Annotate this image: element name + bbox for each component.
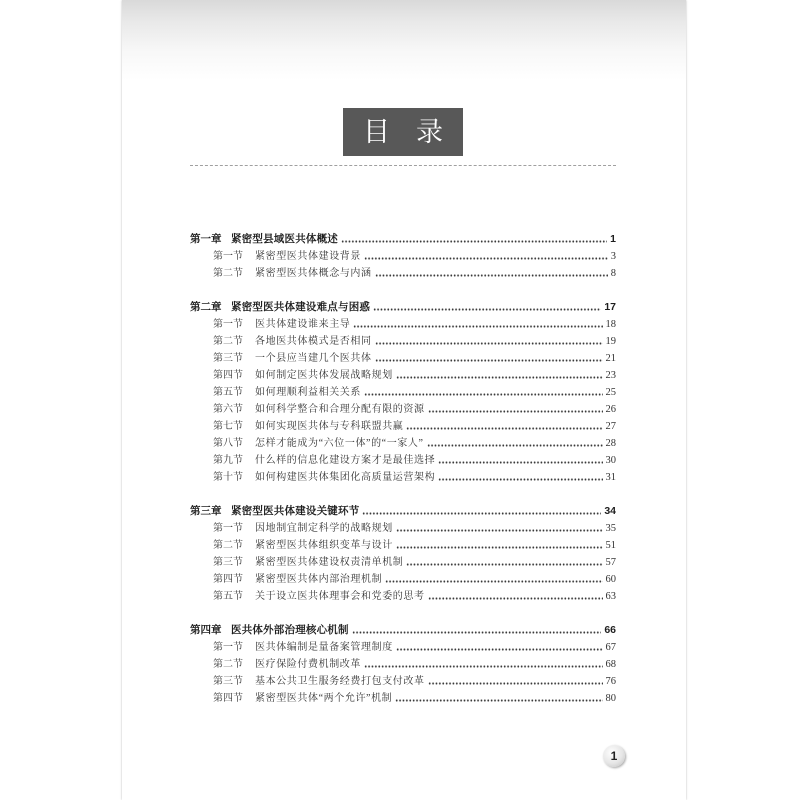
chapter-label: 第一章 bbox=[190, 233, 222, 245]
toc-section-row bbox=[190, 452, 616, 469]
section-label: 第二节 bbox=[213, 268, 243, 279]
toc-chapter-row bbox=[190, 299, 616, 316]
section-title: 紧密型医共体概念与内涵 bbox=[255, 268, 372, 279]
section-page-number: 51 bbox=[605, 540, 616, 551]
title-divider bbox=[190, 165, 616, 166]
section-label: 第四节 bbox=[213, 693, 243, 704]
section-page-number: 3 bbox=[610, 251, 616, 262]
section-label: 第三节 bbox=[213, 353, 243, 364]
leader-dots bbox=[375, 342, 603, 345]
section-title: 医疗保险付费机制改革 bbox=[255, 659, 361, 670]
section-page-number: 19 bbox=[605, 336, 616, 347]
section-label: 第二节 bbox=[213, 336, 243, 347]
leader-dots bbox=[396, 546, 603, 549]
section-label: 第五节 bbox=[213, 387, 243, 398]
leader-dots bbox=[395, 699, 602, 702]
leader-dots bbox=[364, 393, 603, 396]
section-title: 基本公共卫生服务经费打包支付改革 bbox=[255, 676, 425, 687]
section-page-number: 67 bbox=[605, 642, 616, 653]
section-page-number: 18 bbox=[605, 319, 616, 330]
section-page-number: 26 bbox=[605, 404, 616, 415]
section-title: 什么样的信息化建设方案才是最佳选择 bbox=[255, 455, 436, 466]
section-title: 一个县应当建几个医共体 bbox=[255, 353, 372, 364]
chapter-page-number: 34 bbox=[604, 505, 616, 517]
section-title: 如何制定医共体发展战略规划 bbox=[255, 370, 393, 381]
chapter-label: 第二章 bbox=[190, 301, 222, 313]
chapter-group bbox=[190, 231, 616, 282]
leader-dots bbox=[364, 257, 608, 260]
section-title: 医共体编制是量备案管理制度 bbox=[255, 642, 393, 653]
leader-dots bbox=[373, 308, 601, 311]
section-page-number: 60 bbox=[605, 574, 616, 585]
section-page-number: 57 bbox=[605, 557, 616, 568]
chapter-group bbox=[190, 299, 616, 486]
toc-section-row bbox=[190, 367, 616, 384]
section-title: 紧密型医共体建设权责清单机制 bbox=[255, 557, 404, 568]
toc-section-row bbox=[190, 350, 616, 367]
toc-section-row bbox=[190, 401, 616, 418]
section-page-number: 68 bbox=[605, 659, 616, 670]
chapter-page-number: 17 bbox=[604, 301, 616, 313]
leader-dots bbox=[438, 461, 602, 464]
toc-section-row bbox=[190, 537, 616, 554]
leader-dots bbox=[396, 648, 603, 651]
page-number-badge: 1 bbox=[603, 745, 625, 767]
leader-dots bbox=[364, 665, 603, 668]
leader-dots bbox=[428, 597, 603, 600]
chapter-title: 紧密型县域医共体概述 bbox=[231, 233, 338, 245]
section-page-number: 76 bbox=[605, 676, 616, 687]
section-label: 第八节 bbox=[213, 438, 243, 449]
section-label: 第一节 bbox=[213, 319, 243, 330]
toc-section-row bbox=[190, 673, 616, 690]
toc-section-row bbox=[190, 333, 616, 350]
toc-section-row bbox=[190, 384, 616, 401]
section-page-number: 25 bbox=[605, 387, 616, 398]
chapter-page-number: 66 bbox=[604, 624, 616, 636]
section-label: 第一节 bbox=[213, 523, 243, 534]
toc-section-row bbox=[190, 435, 616, 452]
chapter-title: 医共体外部治理核心机制 bbox=[231, 624, 349, 636]
section-label: 第五节 bbox=[213, 591, 243, 602]
section-title: 关于设立医共体理事会和党委的思考 bbox=[255, 591, 425, 602]
book-page bbox=[122, 0, 686, 800]
leader-dots bbox=[396, 376, 603, 379]
toc-section-row bbox=[190, 554, 616, 571]
leader-dots bbox=[385, 580, 602, 583]
section-page-number: 63 bbox=[605, 591, 616, 602]
leader-dots bbox=[352, 631, 602, 634]
chapter-page-number: 1 bbox=[610, 233, 616, 245]
section-title: 如何构建医共体集团化高质量运营架构 bbox=[255, 472, 436, 483]
section-title: 紧密型医共体组织变革与设计 bbox=[255, 540, 393, 551]
toc-section-row bbox=[190, 639, 616, 656]
section-title: 医共体建设谁来主导 bbox=[255, 319, 351, 330]
section-page-number: 21 bbox=[605, 353, 616, 364]
section-title: 紧密型医共体建设背景 bbox=[255, 251, 361, 262]
toc-section-row bbox=[190, 418, 616, 435]
section-title: 各地医共体模式是否相同 bbox=[255, 336, 372, 347]
chapter-label: 第四章 bbox=[190, 624, 222, 636]
toc-title: 目录 bbox=[363, 117, 469, 147]
section-label: 第九节 bbox=[213, 455, 243, 466]
section-page-number: 31 bbox=[605, 472, 616, 483]
section-page-number: 80 bbox=[605, 693, 616, 704]
leader-dots bbox=[438, 478, 602, 481]
section-label: 第二节 bbox=[213, 659, 243, 670]
section-label: 第一节 bbox=[213, 251, 243, 262]
section-label: 第四节 bbox=[213, 574, 243, 585]
section-title: 怎样才能成为“六位一体”的“一家人” bbox=[255, 438, 424, 449]
section-title: 如何理顺利益相关关系 bbox=[255, 387, 361, 398]
section-page-number: 28 bbox=[605, 438, 616, 449]
toc-chapter-row bbox=[190, 231, 616, 248]
leader-dots bbox=[396, 529, 603, 532]
chapter-title: 紧密型医共体建设难点与困惑 bbox=[231, 301, 371, 313]
toc-chapter-row bbox=[190, 622, 616, 639]
leader-dots bbox=[428, 410, 603, 413]
table-of-contents bbox=[190, 231, 616, 724]
section-page-number: 23 bbox=[605, 370, 616, 381]
section-label: 第三节 bbox=[213, 676, 243, 687]
chapter-group bbox=[190, 503, 616, 605]
leader-dots bbox=[353, 325, 602, 328]
section-title: 紧密型医共体“两个允许”机制 bbox=[255, 693, 393, 704]
toc-section-row bbox=[190, 690, 616, 707]
leader-dots bbox=[406, 427, 602, 430]
leader-dots bbox=[427, 444, 603, 447]
leader-dots bbox=[341, 240, 607, 243]
toc-section-row bbox=[190, 316, 616, 333]
toc-section-row bbox=[190, 520, 616, 537]
chapter-title: 紧密型医共体建设关键环节 bbox=[231, 505, 360, 517]
leader-dots bbox=[375, 359, 603, 362]
section-title: 紧密型医共体内部治理机制 bbox=[255, 574, 383, 585]
section-label: 第六节 bbox=[213, 404, 243, 415]
chapter-label: 第三章 bbox=[190, 505, 222, 517]
toc-section-row bbox=[190, 265, 616, 282]
toc-section-row bbox=[190, 469, 616, 486]
leader-dots bbox=[428, 682, 603, 685]
leader-dots bbox=[362, 512, 601, 515]
toc-section-row bbox=[190, 571, 616, 588]
leader-dots bbox=[375, 274, 608, 277]
toc-section-row bbox=[190, 588, 616, 605]
toc-title-box bbox=[343, 108, 469, 156]
section-page-number: 8 bbox=[610, 268, 616, 279]
section-label: 第七节 bbox=[213, 421, 243, 432]
leader-dots bbox=[406, 563, 602, 566]
section-label: 第一节 bbox=[213, 642, 243, 653]
section-label: 第十节 bbox=[213, 472, 243, 483]
section-page-number: 30 bbox=[605, 455, 616, 466]
section-title: 如何科学整合和合理分配有限的资源 bbox=[255, 404, 425, 415]
toc-section-row bbox=[190, 248, 616, 265]
section-page-number: 27 bbox=[605, 421, 616, 432]
section-title: 如何实现医共体与专科联盟共赢 bbox=[255, 421, 404, 432]
section-title: 因地制宜制定科学的战略规划 bbox=[255, 523, 393, 534]
toc-chapter-row bbox=[190, 503, 616, 520]
section-label: 第二节 bbox=[213, 540, 243, 551]
section-label: 第三节 bbox=[213, 557, 243, 568]
section-page-number: 35 bbox=[605, 523, 616, 534]
section-label: 第四节 bbox=[213, 370, 243, 381]
toc-section-row bbox=[190, 656, 616, 673]
chapter-group bbox=[190, 622, 616, 707]
